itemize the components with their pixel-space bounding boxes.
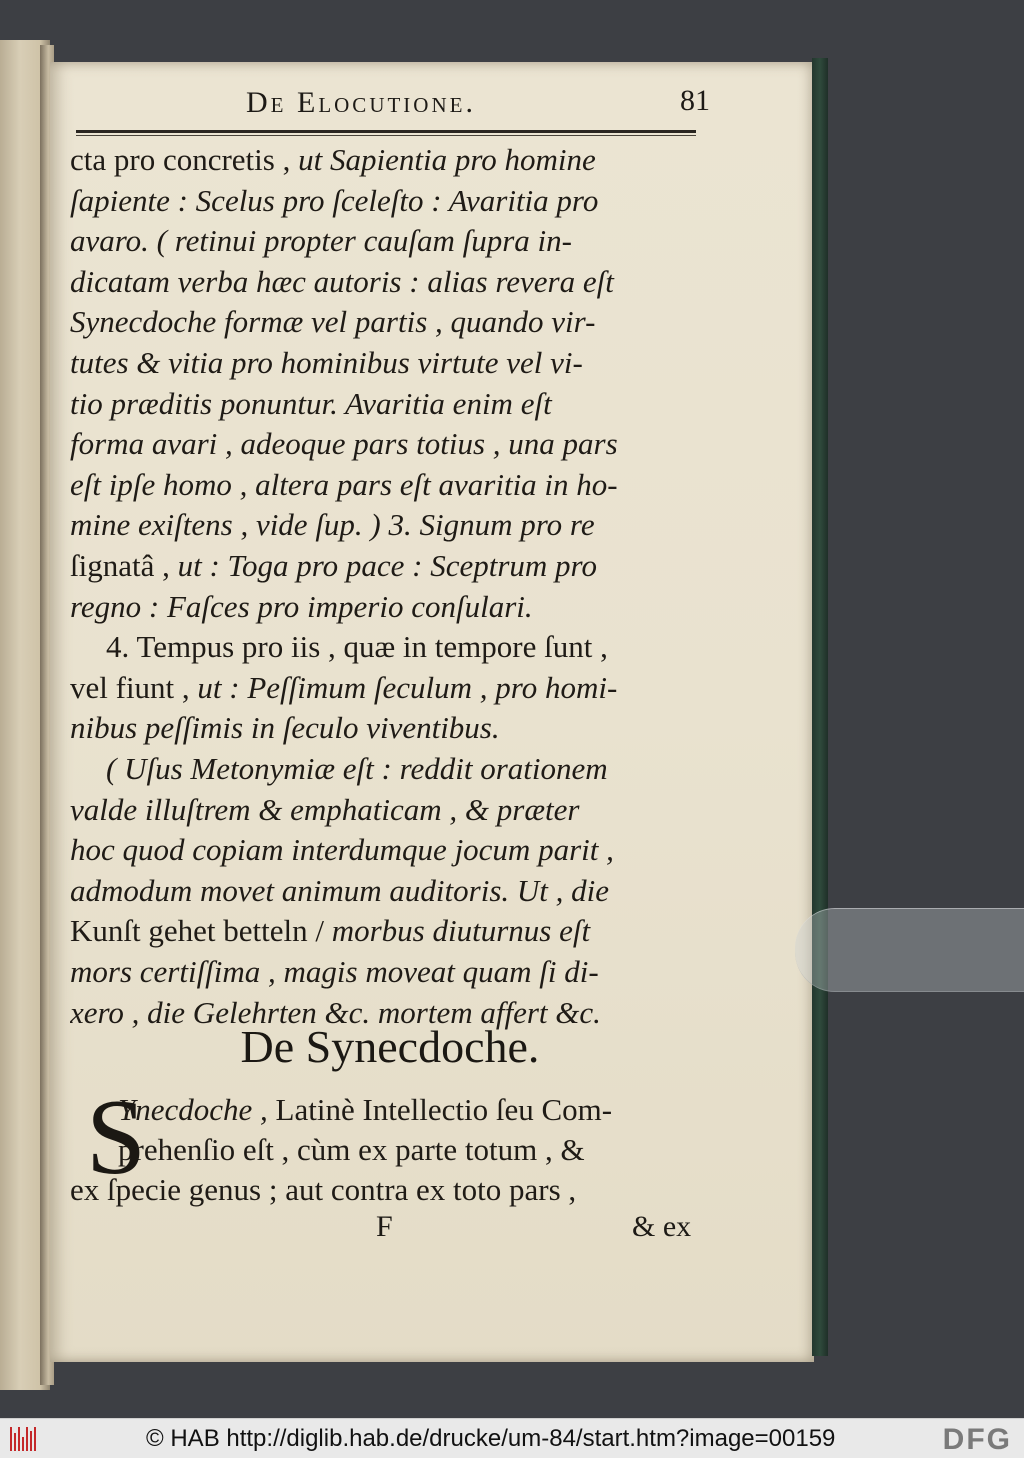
- text-line: [106, 627, 746, 667]
- roman-text: 4. Tempus pro iis , quæ in tempore ſunt ,: [106, 629, 608, 665]
- copyright-link[interactable]: © HAB http://diglib.hab.de/drucke/um-84/start.htm?image=00159: [146, 1425, 836, 1452]
- italic-text: admodum movet animum auditoris. Ut , die: [70, 872, 610, 908]
- italic-text: Ynecdoche ,: [118, 1092, 276, 1127]
- italic-text: dicatam verba hæc autoris : alias revera eſt: [70, 263, 614, 299]
- text-line: [70, 140, 710, 180]
- italic-text: ſapiente : Scelus pro ſceleſto : Avaritia pro: [70, 182, 599, 218]
- section-title: De Synecdoche.: [240, 1021, 540, 1072]
- text-line: [70, 384, 710, 424]
- text-line: [70, 952, 710, 992]
- text-line: [70, 708, 710, 748]
- italic-text: mine exiſtens , vide ſup. ) 3. Signum pro re: [70, 507, 595, 543]
- dfg-logo: DFG: [942, 1423, 1012, 1456]
- text-line: [70, 871, 710, 911]
- catchword: & ex: [632, 1210, 692, 1243]
- italic-text: ut : Peſſimum ſeculum , pro homi-: [197, 669, 618, 705]
- text-line: [70, 302, 710, 342]
- running-head: De Elocutione.: [246, 86, 476, 119]
- header-rule-thin: [76, 135, 696, 136]
- header-rule: [76, 130, 696, 133]
- text-line: [70, 830, 710, 870]
- roman-text: cta pro concretis ,: [70, 142, 299, 177]
- italic-text: xero , die Gelehrten &c. mortem affert &c.: [70, 994, 601, 1030]
- italic-text: Synecdoche formæ vel partis , quando vir-: [70, 304, 596, 340]
- viewer-footer: [0, 1418, 1024, 1458]
- text-line: [70, 1170, 710, 1210]
- text-line: [70, 465, 710, 505]
- italic-text: avaro. ( retinui propter cauſam ſupra in-: [70, 223, 572, 259]
- roman-text: prehenſio eſt , cùm ex parte totum , &: [118, 1132, 585, 1167]
- page-number: 81: [680, 84, 710, 117]
- signature-mark: F: [376, 1210, 393, 1243]
- text-line: [106, 749, 746, 789]
- italic-text: regno : Faſces pro imperio conſulari.: [70, 588, 533, 624]
- roman-text: Latinè Intellectio ſeu Com-: [275, 1092, 613, 1127]
- roman-text: vel fiunt ,: [70, 669, 198, 705]
- text-line: [70, 587, 710, 627]
- hab-barcode-icon: [10, 1427, 38, 1451]
- italic-text: eſt ipſe homo , altera pars eſt avaritia in ho-: [70, 466, 618, 502]
- italic-text: hoc quod copiam interdumque jocum parit ,: [70, 832, 614, 868]
- text-line: [70, 546, 710, 586]
- text-line: [70, 668, 710, 708]
- text-line: [70, 424, 710, 464]
- italic-text: nibus peſſimis in ſeculo viventibus.: [70, 710, 500, 746]
- text-line: [118, 1090, 710, 1130]
- roman-text: ſignatâ ,: [70, 548, 178, 583]
- italic-text: ut : Toga pro pace : Sceptrum pro: [177, 548, 597, 583]
- italic-text: mors certiſſima , magis moveat quam ſi di-: [70, 954, 599, 989]
- drop-capital: S: [86, 1078, 147, 1197]
- glass-strip: [795, 908, 1024, 992]
- page-header: [70, 70, 710, 120]
- text-line: [118, 1130, 710, 1170]
- text-line: [70, 262, 710, 302]
- italic-text: ( Uſus Metonymiæ eſt : reddit orationem: [106, 751, 608, 786]
- text-line: [70, 790, 710, 830]
- text-line: [70, 181, 710, 221]
- book-cover-edge: [812, 58, 828, 1356]
- italic-text: tio præditis ponuntur. Avaritia enim eſt: [70, 385, 552, 421]
- italic-text: morbus diuturnus eſt: [331, 913, 591, 949]
- text-line: [70, 221, 710, 261]
- roman-text: ex ſpecie genus ; aut contra ex toto pars ,: [70, 1172, 577, 1207]
- text-line: [70, 343, 710, 383]
- italic-text: forma avari , adeoque pars totius , una pars: [70, 426, 618, 462]
- text-line: [70, 505, 710, 545]
- text-line: [70, 911, 710, 951]
- roman-text: Kunſt gehet betteln /: [70, 913, 332, 949]
- italic-text: valde illuſtrem & emphaticam , & præter: [70, 791, 580, 827]
- italic-text: tutes & vitia pro hominibus virtute vel vi-: [70, 345, 583, 380]
- italic-text: ut Sapientia pro homine: [298, 142, 596, 177]
